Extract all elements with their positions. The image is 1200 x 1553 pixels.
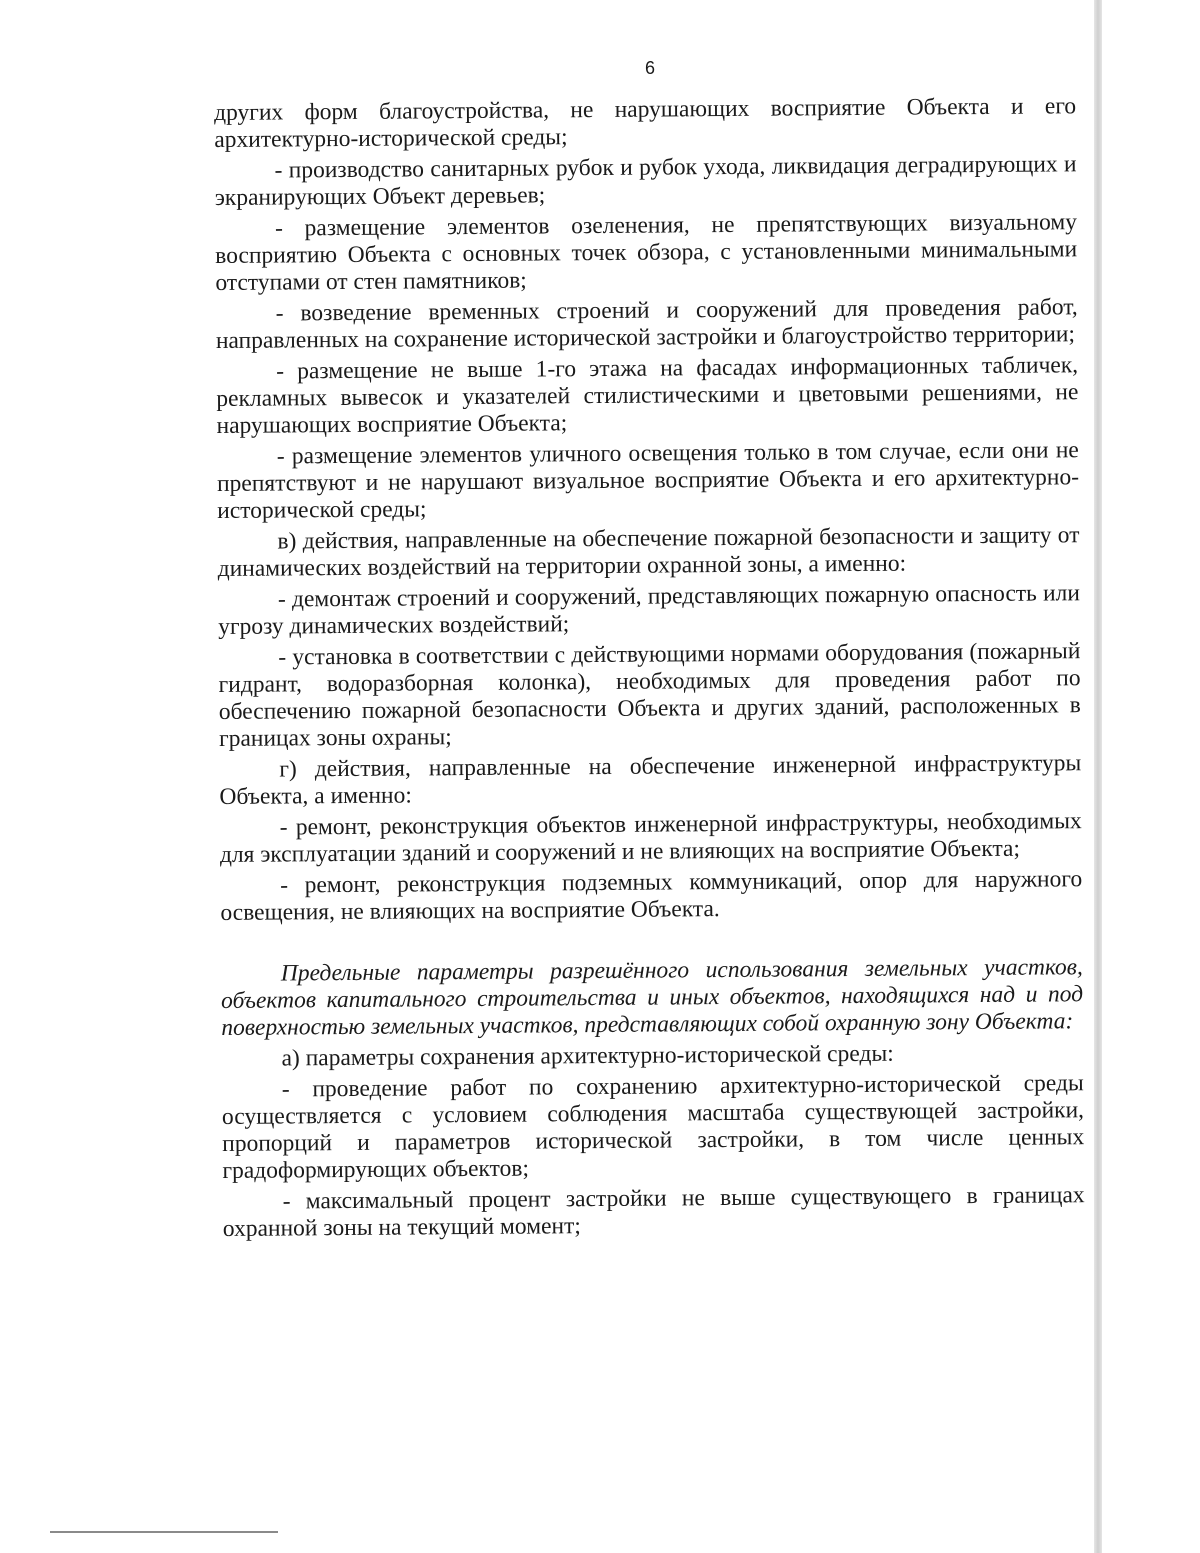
paragraph: - возведение временных строений и сооружений для проведения работ, направленных на сохранение исторической застройки и благоустройство территории;: [215, 294, 1078, 354]
paragraph: - производство санитарных рубок и рубок ухода, ликвидация деградирующих и экранирующих Объект деревьев;: [214, 151, 1077, 211]
paragraph: - максимальный процент застройки не выше существующего в границах охранной зоны на текущий момент;: [222, 1182, 1085, 1242]
paragraph: - проведение работ по сохранению архитектурно-исторической среды осуществляется с условием соблюдения масштаба существующей застройки, пропорций и параметров исторической застройки, в том числе ценных градоформирующих объектов;: [221, 1070, 1085, 1184]
paragraph: - установка в соответствии с действующими нормами оборудования (пожарный гидрант, водоразборная колонка), необходимых для проведения работ по обеспечению пожарной безопасности Объекта и других зданий, расположенных в границах зоны охраны;: [218, 638, 1081, 752]
paragraph: - ремонт, реконструкция подземных коммуникаций, опор для наружного освещения, не влияющих на восприятие Объекта.: [220, 866, 1083, 926]
paragraph: - размещение не выше 1-го этажа на фасадах информационных табличек, рекламных вывесок и указателей стилистическими и цветовыми решениями, не нарушающих восприятие Объекта;: [216, 352, 1079, 439]
paragraph: - ремонт, реконструкция объектов инженерной инфраструктуры, необходимых для эксплуатации зданий и сооружений и не влияющих на восприятие Объекта;: [219, 808, 1082, 868]
paragraph: а) параметры сохранения архитектурно-исторической среды:: [281, 1040, 894, 1072]
document-body: [214, 93, 1085, 1247]
page-number: 6: [644, 58, 655, 78]
scan-edge-shadow: [1094, 0, 1102, 1553]
footnote-divider-line: [50, 1531, 278, 1533]
paragraph: г) действия, направленные на обеспечение инженерной инфраструктуры Объекта, а именно:: [219, 750, 1082, 810]
paragraph: - размещение элементов уличного освещения только в том случае, если они не препятствуют и не нарушают визуальное восприятие Объекта и его архитектурно-исторической среды;: [216, 437, 1080, 524]
paragraph: в) действия, направленные на обеспечение пожарной безопасности и защиту от динамических воздействий на территории охранной зоны, а именно:: [217, 522, 1080, 582]
paragraph: - демонтаж строений и сооружений, представляющих пожарную опасность или угрозу динамических воздействий;: [218, 580, 1081, 640]
paragraph: других форм благоустройства, не нарушающих восприятие Объекта и его архитектурно-исторической среды;: [214, 93, 1077, 153]
section-heading-italic: Предельные параметры разрешённого использования земельных участков, объектов капитального строительства и иных объектов, находящихся над и под поверхностью земельных участков, представляющих собой охранную зону Объекта:: [220, 954, 1084, 1041]
paragraph: - размещение элементов озеленения, не препятствующих визуальному восприятию Объекта с основных точек обзора, с установленными минимальными отступами от стен памятников;: [215, 209, 1078, 296]
